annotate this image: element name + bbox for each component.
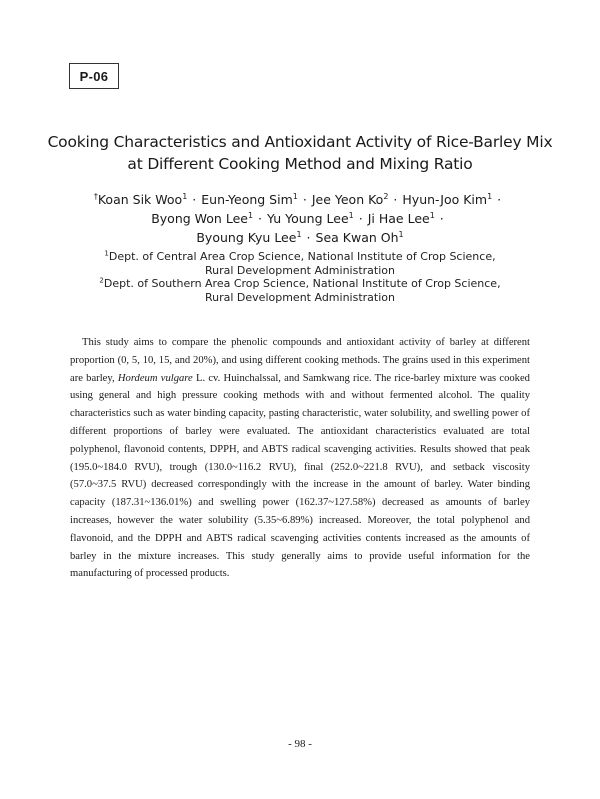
author-separator: · [192,192,197,207]
author-separator: · [258,211,263,226]
author-name: Jee Yeon Ko [311,192,384,207]
author-name: Ji Hae Lee [367,211,430,226]
author-line-2 [40,209,560,228]
affiliation-1-line-1 [40,250,560,264]
title-line-1: Cooking Characteristics and Antioxidant Activity of Rice-Barley Mix [47,133,553,151]
author-separator: · [393,192,398,207]
affiliation-text: Dept. of Southern Area Crop Science, National Institute of Crop Science, [103,277,501,290]
author-affiliation-mark: 1 [429,210,435,220]
author-affiliation-mark: 1 [398,229,404,239]
author-affiliation-mark: 1 [182,191,188,201]
affiliation-1-line-2: Rural Development Administration [205,263,395,277]
abstract-paragraph [70,334,530,583]
author-name: Eun-Yeong Sim [201,192,293,207]
paper-title [40,131,560,175]
author-name: Byong Won Lee [151,211,248,226]
corresponding-mark: † [93,191,98,201]
author-separator: · [439,211,444,226]
author-list [40,190,560,247]
species-name: Hordeum vulgare [117,372,193,384]
author-name: Hyun-Joo Kim [402,192,488,207]
author-line-3 [40,228,560,247]
title-line-2: at Different Cooking Method and Mixing Ratio [127,155,473,173]
affiliation-2-line-1 [40,277,560,291]
affiliation-2-line-2: Rural Development Administration [205,290,395,304]
abstract-text-part-1: This study aims to compare the phenolic compounds and antioxidant activity of barley at different proportion (0, 5, 10, 15, and 20%), and using different cooking methods. The grains used in this experiment are barley, [70,337,530,384]
author-separator: · [497,192,502,207]
author-affiliation-mark: 1 [487,191,493,201]
author-affiliation-mark: 1 [296,229,302,239]
author-affiliation-mark: 1 [247,210,254,220]
affiliation-list [40,250,560,304]
page-number: - 98 - [288,738,312,750]
author-separator: · [306,230,311,245]
author-line-1 [40,190,560,209]
author-name: Yu Young Lee [267,211,349,226]
author-separator: · [358,211,363,226]
affiliation-mark: 1 [104,249,109,258]
author-name: Byoung Kyu Lee [196,230,297,245]
author-name: Koan Sik Woo [97,192,183,207]
author-affiliation-mark: 1 [292,191,298,201]
author-separator: · [302,192,307,207]
affiliation-text: Dept. of Central Area Crop Science, National Institute of Crop Science, [108,250,496,263]
poster-id-badge: P-06 [69,63,119,89]
affiliation-mark: 2 [99,276,104,285]
author-name: Sea Kwan Oh [315,230,399,245]
author-affiliation-mark: 1 [348,210,354,220]
author-affiliation-mark: 2 [383,191,389,201]
abstract-text-part-2: L. cv. Huinchalssal, and Samkwang rice. The rice-barley mixture was cooked using general and high pressure cooking methods with and without fermented alcohol. The quality characteristics such as water binding capacity, pasting characteristic, water solubility, and swelling power of different proportions of barley were evaluated. The antioxidant characteristics evaluated are total polyphenol, flavonoid contents, DPPH, and ABTS radical scavenging activities. Results showed that peak (195.0~184.0 RVU), trough (130.0~116.2 RVU), final (252.0~221.8 RVU), and setback viscosity (57.0~37.5 RVU) decreased correspondingly with the increase in the amount of barley. Water binding capacity (187.31~136.01%) and swelling power (162.37~127.58%) decreased as amounts of barley increases, however the water solubility (5.35~6.89%) increased. Moreover, the total polyphenol and flavonoid, and the DPPH and ABTS radical scavenging activities contents increased as the amounts of barley in the mixture increases. This study generally aims to provide useful information for the manufacturing of processed products. [70,372,530,580]
